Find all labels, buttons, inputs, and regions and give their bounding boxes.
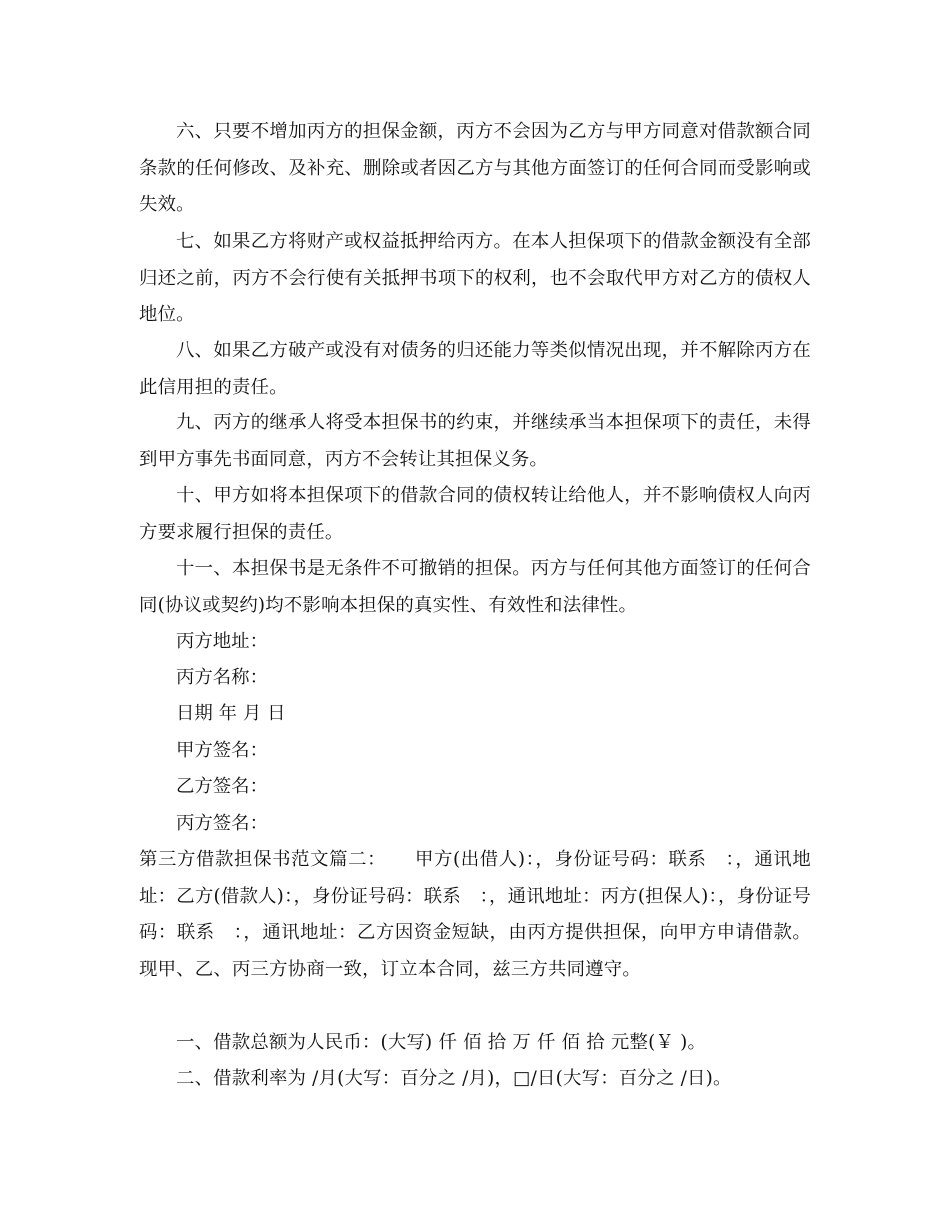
party-c-address-line: 丙方地址： [176, 631, 268, 652]
date-line: 日期 年 月 日 [176, 703, 286, 724]
party-c-signature-line: 丙方签名： [176, 813, 268, 834]
clause-two: 二、借款利率为 /月(大写：百分之 /月)，□/日(大写：百分之 /日)。 [176, 1068, 732, 1089]
paragraph-eight: 八、如果乙方破产或没有对债务的归还能力等类似情况出现，并不解除丙方在此信用担的责任。 [139, 340, 811, 398]
party-a-signature-line: 甲方签名： [176, 740, 268, 761]
paragraph-six: 六、只要不增加丙方的担保金额，丙方不会因为乙方与甲方同意对借款额合同条款的任何修改、及补充、删除或者因乙方与其他方面签订的任何合同而受影响或失效。 [139, 121, 811, 215]
party-b-signature-line: 乙方签名： [176, 776, 268, 797]
paragraph-nine: 九、丙方的继承人将受本担保书的约束，并继续承当本担保项下的责任，未得到甲方事先书面同意，丙方不会转让其担保义务。 [139, 412, 811, 470]
section-two-intro: 第三方借款担保书范文篇二： 甲方(出借人)：，身份证号码：联系 ：，通讯地址：乙方(借款人)：，身份证号码：联系 ：，通讯地址：丙方(担保人)：，身份证号码：联系 ：，通讯地址：乙方因资金短缺，由丙方提供担保，向甲方申请借款。现甲、乙、丙三方协商一致，订立本合同，兹三方共同遵守。 [139, 849, 811, 980]
party-c-name-line: 丙方名称： [176, 667, 268, 688]
paragraph-eleven: 十一、本担保书是无条件不可撤销的担保。丙方与任何其他方面签订的任何合同(协议或契约)均不影响本担保的真实性、有效性和法律性。 [139, 558, 811, 616]
paragraph-ten: 十、甲方如将本担保项下的借款合同的债权转让给他人，并不影响债权人向丙方要求履行担保的责任。 [139, 485, 811, 543]
clause-one: 一、借款总额为人民币：(大写) 仟 佰 拾 万 仟 佰 拾 元整(￥ )。 [176, 1032, 707, 1053]
paragraph-seven: 七、如果乙方将财产或权益抵押给丙方。在本人担保项下的借款金额没有全部归还之前，丙方不会行使有关抵押书项下的权利，也不会取代甲方对乙方的债权人地位。 [139, 231, 811, 325]
